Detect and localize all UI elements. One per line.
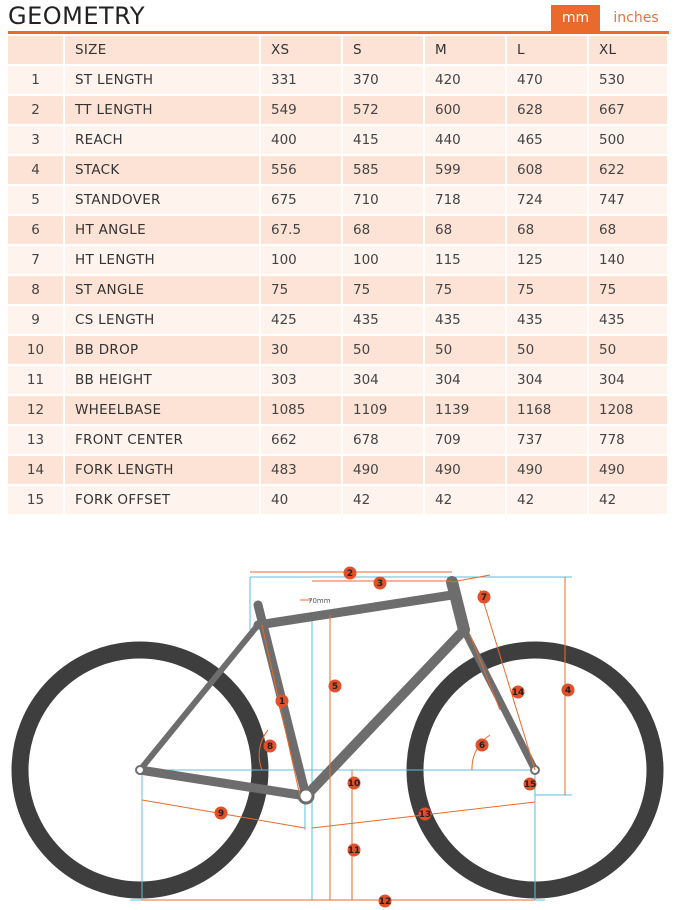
table-cell: 68 [343, 216, 425, 246]
row-number: 7 [8, 246, 65, 276]
dimension-marker-label: 1 [278, 697, 286, 708]
row-label: HT ANGLE [65, 216, 261, 246]
table-cell: 747 [589, 186, 669, 216]
table-row [8, 486, 669, 516]
row-label: ST LENGTH [65, 66, 261, 96]
page-title: GEOMETRY [8, 2, 145, 30]
table-cell: 709 [425, 426, 507, 456]
table-cell: 50 [343, 336, 425, 366]
table-cell: 435 [343, 306, 425, 336]
row-label: STACK [65, 156, 261, 186]
row-label: BB HEIGHT [65, 366, 261, 396]
row-label: WHEELBASE [65, 396, 261, 426]
table-row [8, 96, 669, 126]
dimension-marker-label: 2 [346, 569, 354, 580]
table-cell: 100 [261, 246, 343, 276]
dimension-marker-label: 14 [511, 688, 525, 699]
geometry-header [0, 0, 675, 34]
table-cell: 30 [261, 336, 343, 366]
row-label: FRONT CENTER [65, 426, 261, 456]
table-cell: 662 [261, 426, 343, 456]
table-cell: 622 [589, 156, 669, 186]
table-cell: 549 [261, 96, 343, 126]
table-row [8, 336, 669, 366]
row-number: 9 [8, 306, 65, 336]
table-cell: 1139 [425, 396, 507, 426]
table-cell: 718 [425, 186, 507, 216]
table-cell: 435 [507, 306, 589, 336]
offset-label: 70mm [308, 597, 331, 605]
table-cell: 420 [425, 66, 507, 96]
table-cell: 304 [343, 366, 425, 396]
table-cell: 68 [425, 216, 507, 246]
table-cell: 490 [425, 456, 507, 486]
table-row [8, 156, 669, 186]
table-cell: 75 [261, 276, 343, 306]
row-label: TT LENGTH [65, 96, 261, 126]
table-cell: 304 [425, 366, 507, 396]
table-row [8, 276, 669, 306]
table-cell: 667 [589, 96, 669, 126]
table-cell: 737 [507, 426, 589, 456]
table-cell: 1168 [507, 396, 589, 426]
table-cell: 40 [261, 486, 343, 516]
table-cell: 42 [343, 486, 425, 516]
head-tube [452, 582, 464, 630]
bottom-bracket [299, 789, 313, 803]
unit-mm-button[interactable]: mm [551, 5, 600, 31]
column-header [8, 36, 65, 66]
dimension-marker-label: 4 [564, 686, 572, 697]
table-cell: 490 [589, 456, 669, 486]
table-cell: 50 [507, 336, 589, 366]
table-row [8, 126, 669, 156]
row-number: 14 [8, 456, 65, 486]
table-cell: 100 [343, 246, 425, 276]
table-cell: 483 [261, 456, 343, 486]
table-cell: 415 [343, 126, 425, 156]
row-number: 1 [8, 66, 65, 96]
chain-stay [140, 770, 306, 796]
table-cell: 304 [589, 366, 669, 396]
table-cell: 675 [261, 186, 343, 216]
table-cell: 1085 [261, 396, 343, 426]
column-header: S [343, 36, 425, 66]
table-row [8, 66, 669, 96]
table-cell: 778 [589, 426, 669, 456]
table-header-row [8, 36, 669, 66]
row-label: FORK OFFSET [65, 486, 261, 516]
table-cell: 628 [507, 96, 589, 126]
table-cell: 585 [343, 156, 425, 186]
table-cell: 400 [261, 126, 343, 156]
table-cell: 67.5 [261, 216, 343, 246]
dimension-marker-label: 6 [478, 741, 486, 752]
table-cell: 75 [507, 276, 589, 306]
table-cell: 530 [589, 66, 669, 96]
row-label: FORK LENGTH [65, 456, 261, 486]
row-number: 12 [8, 396, 65, 426]
table-cell: 75 [425, 276, 507, 306]
table-cell: 50 [589, 336, 669, 366]
table-row [8, 216, 669, 246]
column-header: XL [589, 36, 669, 66]
column-header: L [507, 36, 589, 66]
table-cell: 500 [589, 126, 669, 156]
table-cell: 470 [507, 66, 589, 96]
bike-geometry-diagram [0, 530, 675, 910]
table-cell: 370 [343, 66, 425, 96]
top-tube [258, 595, 452, 625]
dimension-marker-label: 15 [523, 780, 537, 791]
table-cell: 608 [507, 156, 589, 186]
row-label: STANDOVER [65, 186, 261, 216]
table-row [8, 426, 669, 456]
row-label: HT LENGTH [65, 246, 261, 276]
table-cell: 600 [425, 96, 507, 126]
row-number: 8 [8, 276, 65, 306]
table-cell: 710 [343, 186, 425, 216]
table-row [8, 306, 669, 336]
row-number: 11 [8, 366, 65, 396]
table-cell: 331 [261, 66, 343, 96]
row-number: 3 [8, 126, 65, 156]
table-cell: 1109 [343, 396, 425, 426]
table-cell: 724 [507, 186, 589, 216]
geometry-table [8, 36, 669, 516]
table-cell: 115 [425, 246, 507, 276]
dimension-marker-label: 11 [347, 846, 361, 857]
rear-axle [136, 766, 144, 774]
table-cell: 678 [343, 426, 425, 456]
dimension-marker-label: 10 [347, 779, 361, 790]
table-row [8, 366, 669, 396]
table-cell: 490 [343, 456, 425, 486]
dimension-marker-label: 3 [376, 579, 384, 590]
table-cell: 42 [425, 486, 507, 516]
row-number: 5 [8, 186, 65, 216]
table-cell: 490 [507, 456, 589, 486]
table-cell: 75 [589, 276, 669, 306]
column-header: XS [261, 36, 343, 66]
table-cell: 440 [425, 126, 507, 156]
table-cell: 42 [507, 486, 589, 516]
row-number: 10 [8, 336, 65, 366]
table-cell: 572 [343, 96, 425, 126]
column-header: SIZE [65, 36, 261, 66]
table-cell: 599 [425, 156, 507, 186]
table-row [8, 246, 669, 276]
header-divider [8, 31, 669, 34]
table-row [8, 456, 669, 486]
dimension-marker-label: 8 [266, 742, 274, 753]
row-label: CS LENGTH [65, 306, 261, 336]
dimension-marker-label: 12 [378, 897, 392, 908]
table-row [8, 396, 669, 426]
table-cell: 1208 [589, 396, 669, 426]
column-header: M [425, 36, 507, 66]
table-cell: 425 [261, 306, 343, 336]
table-cell: 75 [343, 276, 425, 306]
unit-inches-button[interactable]: inches [613, 10, 659, 26]
dimension-marker-label: 13 [418, 810, 432, 821]
table-cell: 303 [261, 366, 343, 396]
table-cell: 50 [425, 336, 507, 366]
dimension-marker-label: 7 [480, 593, 488, 604]
table-row [8, 186, 669, 216]
table-cell: 435 [425, 306, 507, 336]
row-number: 15 [8, 486, 65, 516]
table-cell: 42 [589, 486, 669, 516]
table-cell: 304 [507, 366, 589, 396]
row-label: REACH [65, 126, 261, 156]
table-cell: 68 [507, 216, 589, 246]
row-label: BB DROP [65, 336, 261, 366]
table-cell: 140 [589, 246, 669, 276]
row-number: 6 [8, 216, 65, 246]
table-cell: 68 [589, 216, 669, 246]
row-number: 4 [8, 156, 65, 186]
row-number: 2 [8, 96, 65, 126]
dimension-marker-label: 5 [331, 682, 339, 693]
table-cell: 125 [507, 246, 589, 276]
row-number: 13 [8, 426, 65, 456]
dimension-marker-label: 9 [217, 809, 225, 820]
table-cell: 556 [261, 156, 343, 186]
table-cell: 465 [507, 126, 589, 156]
row-label: ST ANGLE [65, 276, 261, 306]
table-cell: 435 [589, 306, 669, 336]
